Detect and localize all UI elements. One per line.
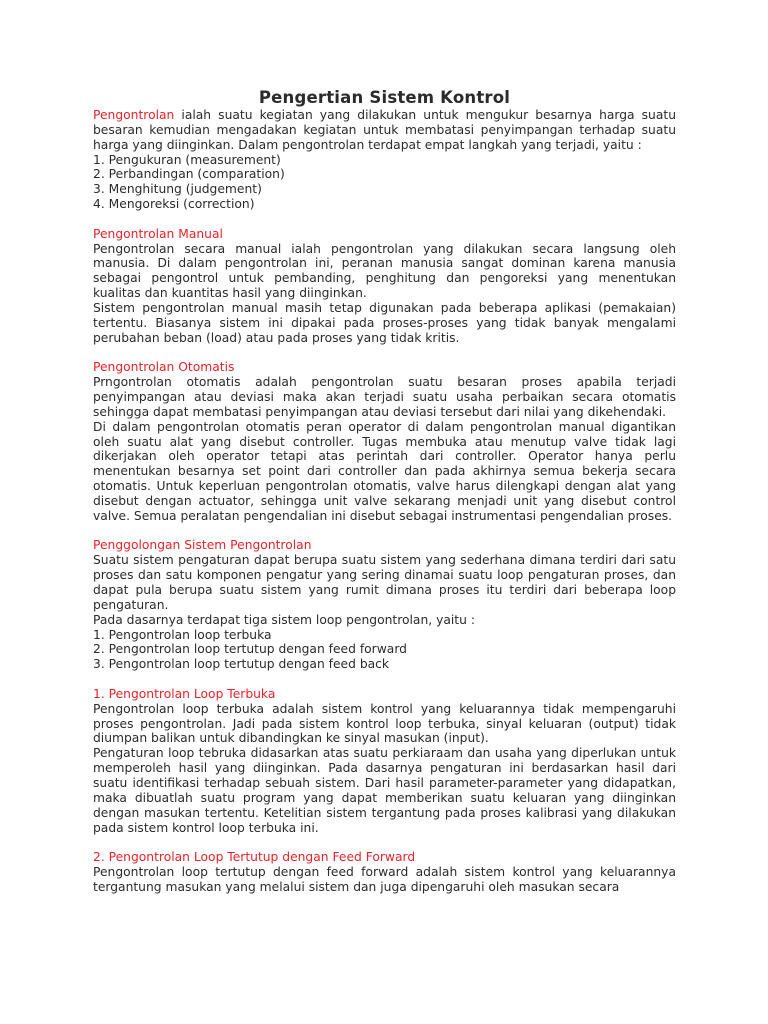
penggolongan-paragraph-2: Pada dasarnya terdapat tiga sistem loop pengontrolan, yaitu : — [93, 612, 475, 627]
list-item: 1. Pengontrolan loop terbuka — [93, 627, 272, 642]
manual-paragraph-1: Pengontrolan secara manual ialah pengontrolan yang dilakukan secara langsung oleh manusia. Di dalam pengontrolan ini, peranan manusia sangat dominan karena manusia sebagai pengontrol untuk pembanding, penghitung dan pengoreksi yang menentukan kualitas dan kuantitas hasil yang diinginkan. — [93, 241, 676, 301]
spacer — [93, 835, 676, 850]
list-item: 4. Mengoreksi (correction) — [93, 197, 255, 212]
section-heading-feed-forward: 2. Pengontrolan Loop Tertutup dengan Feed Forward — [93, 850, 416, 865]
penggolongan-paragraph-1: Suatu sistem pengaturan dapat berupa suatu sistem yang sederhana dimana terdiri dari satu proses dan satu komponen pengatur yang sering dinamai suatu loop pengaturan proses, dan dapat pula berupa suatu sistem yang rumit dimana proses itu terdiri dari beberapa loop pengaturan. — [93, 553, 676, 612]
spacer — [93, 212, 676, 227]
otomatis-paragraph-2: Di dalam pengontrolan otomatis peran operator di dalam pengontrolan manual digantikan oleh suatu alat yang disebut controller. Tugas membuka atau menutup valve tidak lagi dikerjakan oleh operator tetapi atas perintah dari controller. Operator hanya perlu menentukan besarnya set point dari controller dan pada akhirnya semua bekerja secara otomatis. Untuk keperluan pengontrolan otomatis, valve harus dilengkapi dengan alat yang disebut dengan actuator, sehingga unit valve sekarang menjadi unit yang disebut control valve. Semua peralatan pengendalian ini disebut sebagai instrumentasi pengendalian proses. — [93, 419, 676, 523]
section-heading-loop-terbuka: 1. Pengontrolan Loop Terbuka — [93, 686, 276, 701]
list-item: 3. Pengontrolan loop tertutup dengan feed back — [93, 657, 390, 672]
feed-forward-paragraph-1: Pengontrolan loop tertutup dengan feed forward adalah sistem kontrol yang keluarannya tergantung masukan yang melalui sistem dan juga dipengaruhi oleh masukan secara — [93, 865, 676, 894]
loop-terbuka-paragraph-2: Pengaturan loop tebruka didasarkan atas suatu perkiaraam dan usaha yang diperlukan untuk memperoleh hasil yang diinginkan. Pada dasarnya pengaturan ini berdasarkan hasil dari suatu identifikasi terhadap sebuah sistem. Dari hasil parameter-parameter yang didapatkan, maka dibuatlah suatu program yang dapat memberikan suatu keluaran yang diinginkan dengan masukan tertentu. Ketelitian sistem tergantung pada proses kalibrasi yang dilakukan pada sistem kontrol loop terbuka ini. — [93, 746, 676, 835]
page-title: Pengertian Sistem Kontrol — [258, 88, 511, 107]
intro-paragraph — [93, 108, 676, 153]
section-heading-penggolongan: Penggolongan Sistem Pengontrolan — [93, 538, 312, 553]
list-item: 2. Pengontrolan loop tertutup dengan feed forward — [93, 642, 407, 657]
list-item: 2. Perbandingan (comparation) — [93, 167, 285, 182]
spacer — [93, 672, 676, 687]
list-item: 3. Menghitung (judgement) — [93, 182, 262, 197]
list-item: 1. Pengukuran (measurement) — [93, 152, 281, 167]
otomatis-paragraph-1: Prngontrolan otomatis adalah pengontrolan suatu besaran proses apabila terjadi penyimpangan atau deviasi maka akan terjadi suatu usaha perbaikan secara otomatis sehingga dapat membatasi penyimpangan atau deviasi tersebut dari nilai yang dikehendaki. — [93, 375, 676, 419]
intro-term: Pengontrolan — [93, 108, 175, 122]
loop-types-list — [93, 628, 676, 673]
section-heading-manual: Pengontrolan Manual — [93, 226, 223, 241]
steps-list — [93, 153, 676, 212]
intro-text: ialah suatu kegiatan yang dilakukan untuk mengukur besarnya harga suatu besaran kemudian mengadakan kegiatan untuk membatasi penyimpangan terhadap suatu harga yang diinginkan. Dalam pengontrolan terdapat empat langkah yang terjadi, yaitu : — [93, 108, 676, 152]
manual-paragraph-2: Sistem pengontrolan manual masih tetap digunakan pada beberapa aplikasi (pemakaian) tertentu. Biasanya sistem ini dipakai pada proses-proses yang tidak banyak mengalami perubahan beban (load) atau pada proses yang tidak kritis. — [93, 300, 676, 345]
loop-terbuka-paragraph-1: Pengontrolan loop terbuka adalah sistem kontrol yang keluarannya tidak mempengaruhi proses pengontrolan. Jadi pada sistem kontrol loop terbuka, sinyal keluaran (output) tidak diumpan balikan untuk dibandingkan ke sinyal masukan (input). — [93, 701, 676, 746]
spacer — [93, 346, 676, 361]
spacer — [93, 524, 676, 539]
section-heading-otomatis: Pengontrolan Otomatis — [93, 360, 235, 375]
